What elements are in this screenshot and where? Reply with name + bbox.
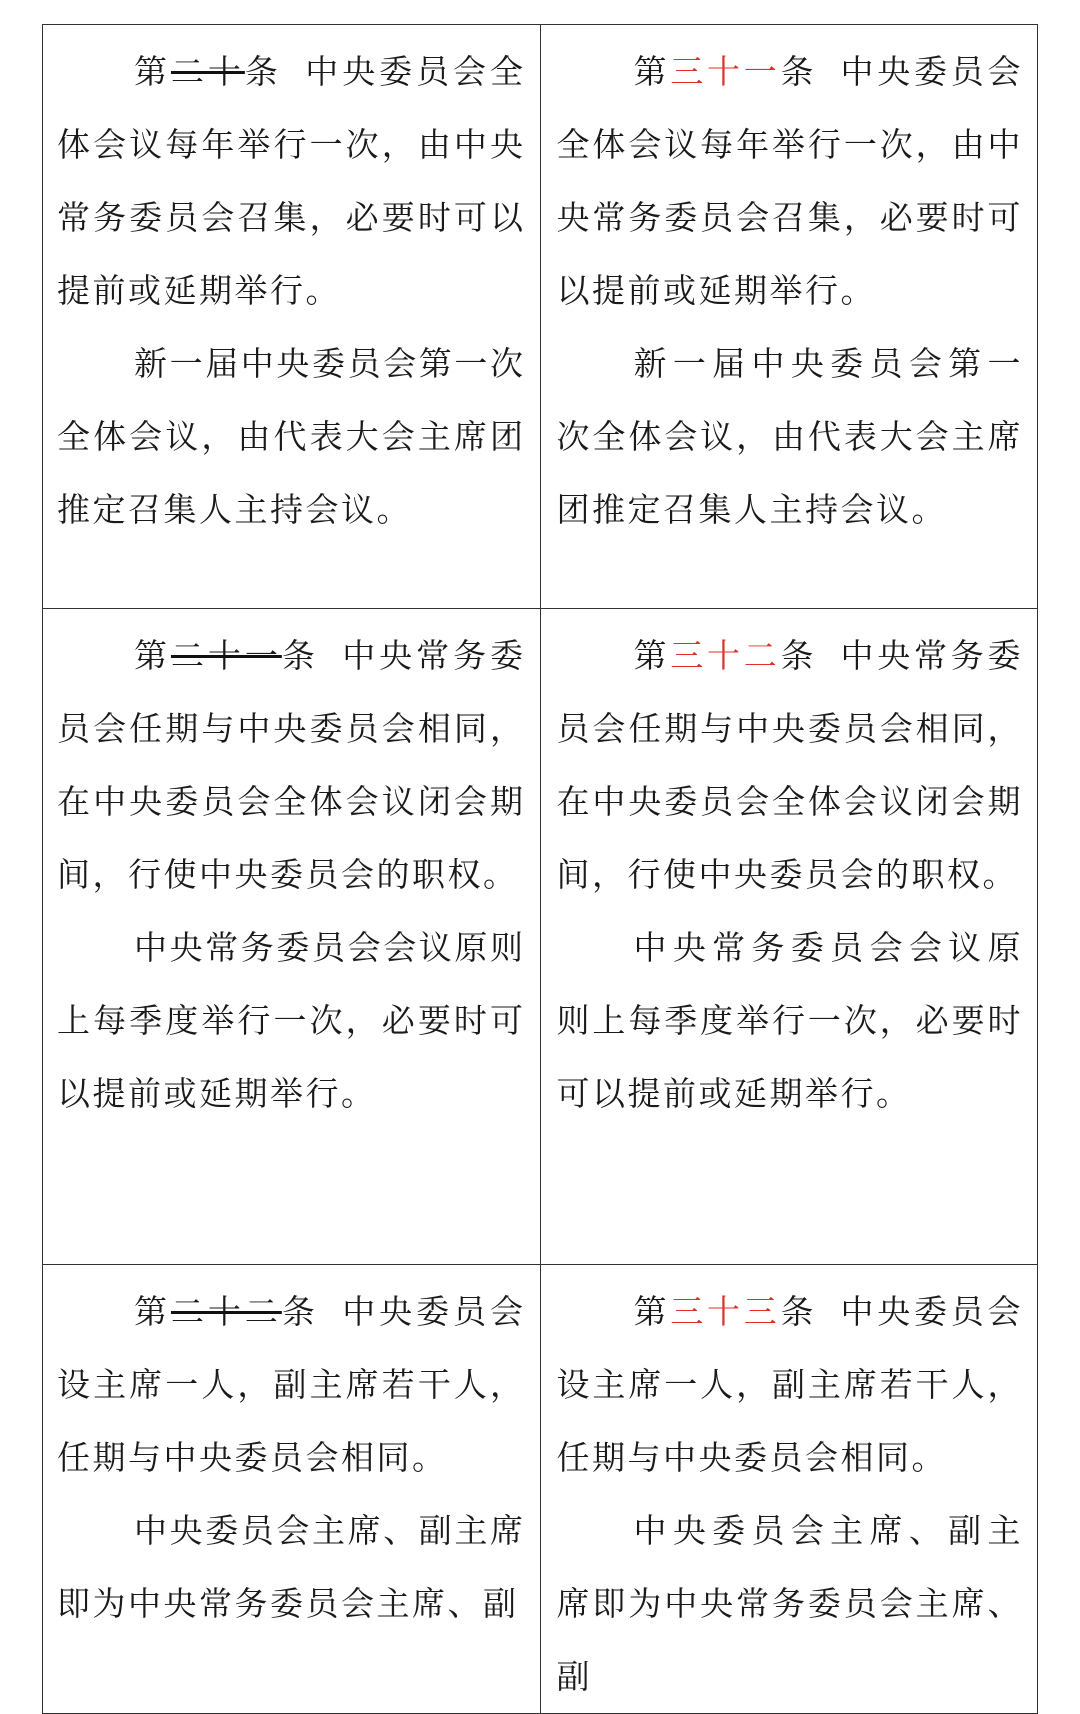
article-suffix: 条 — [281, 1292, 319, 1331]
old-text-cell — [43, 1265, 541, 1714]
article-paragraph-2: 中央委员会主席、副主席即为中央常务委员会主席、副 — [556, 1511, 1023, 1696]
article-body: 中央委员会全体会议每年举行一次，由中央常务委员会召集，必要时可以提前或延期举行。 — [556, 52, 1023, 310]
new-text-cell — [540, 25, 1038, 609]
old-text-cell — [43, 609, 541, 1265]
article-prefix: 第 — [633, 1292, 671, 1331]
deleted-article-number: 二十 — [170, 52, 245, 91]
article-prefix: 第 — [134, 636, 171, 675]
article-paragraph — [57, 35, 526, 327]
article-paragraph-2: 中央委员会主席、副主席即为中央常务委员会主席、副 — [57, 1511, 526, 1623]
article-prefix: 第 — [134, 52, 171, 91]
article-body: 中央委员会设主席一人，副主席若干人，任期与中央委员会相同。 — [556, 1292, 1023, 1477]
article-paragraph-2: 新一届中央委员会第一次全体会议，由代表大会主席团推定召集人主持会议。 — [57, 344, 526, 529]
article-paragraph — [557, 35, 1024, 327]
article-body: 中央委员会设主席一人，副主席若干人，任期与中央委员会相同。 — [57, 1292, 526, 1477]
table-row — [43, 609, 1038, 1265]
article-suffix: 条 — [281, 636, 319, 675]
article-body: 中央常务委员会任期与中央委员会相同，在中央委员会全体会议闭会期间，行使中央委员会的职权。 — [556, 636, 1023, 894]
article-paragraph — [57, 619, 526, 911]
article-prefix: 第 — [633, 52, 671, 91]
article-body: 中央委员会全体会议每年举行一次，由中央常务委员会召集，必要时可以提前或延期举行。 — [57, 52, 526, 310]
new-text-cell — [540, 1265, 1038, 1714]
article-paragraph — [557, 619, 1024, 911]
revised-article-number: 三十二 — [670, 636, 781, 675]
article-suffix: 条 — [244, 52, 282, 91]
article-suffix: 条 — [780, 636, 818, 675]
new-text-cell — [540, 609, 1038, 1265]
article-paragraph — [557, 1275, 1024, 1494]
deleted-article-number: 二十一 — [170, 636, 282, 675]
article-prefix: 第 — [633, 636, 671, 675]
table-row — [43, 1265, 1038, 1714]
article-paragraph-2: 中央常务委员会会议原则上每季度举行一次，必要时可以提前或延期举行。 — [57, 928, 526, 1113]
article-paragraph-2: 中央常务委员会会议原则上每季度举行一次，必要时可以提前或延期举行。 — [556, 928, 1023, 1113]
deleted-article-number: 二十二 — [170, 1292, 282, 1331]
article-prefix: 第 — [134, 1292, 171, 1331]
article-paragraph — [57, 1275, 526, 1494]
revised-article-number: 三十一 — [670, 52, 781, 91]
article-suffix: 条 — [780, 1292, 818, 1331]
old-text-cell — [43, 25, 541, 609]
revised-article-number: 三十三 — [670, 1292, 781, 1331]
article-body: 中央常务委员会任期与中央委员会相同，在中央委员会全体会议闭会期间，行使中央委员会的职权。 — [57, 636, 526, 894]
comparison-table — [42, 24, 1038, 1714]
table-row — [43, 25, 1038, 609]
article-suffix: 条 — [780, 52, 818, 91]
article-paragraph-2: 新一届中央委员会第一次全体会议，由代表大会主席团推定召集人主持会议。 — [556, 344, 1023, 529]
